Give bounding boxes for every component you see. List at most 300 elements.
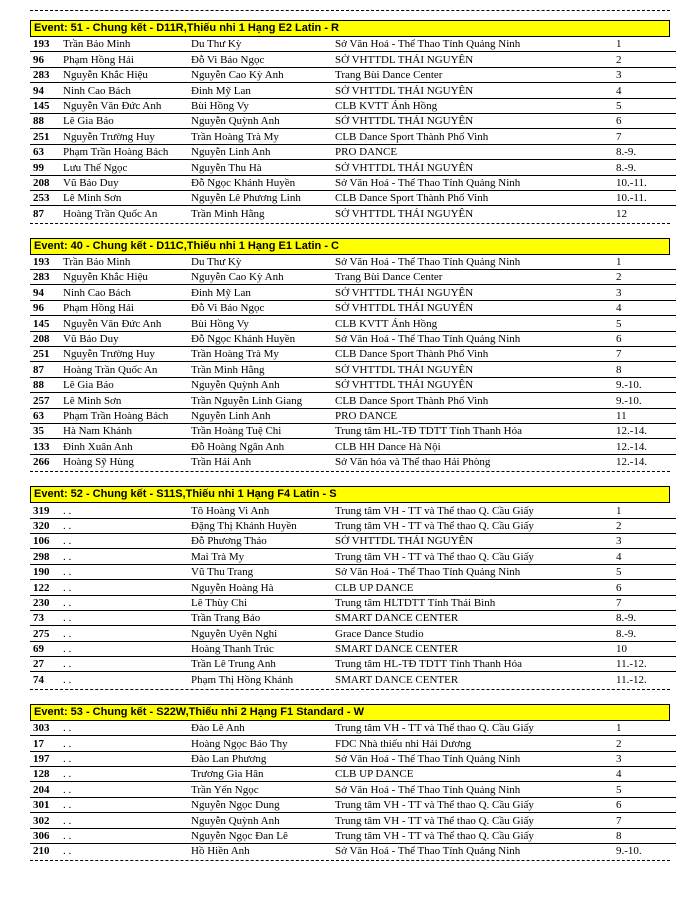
dashed-separator: [30, 860, 670, 861]
result-row: [30, 518, 676, 533]
male-dancer: . .: [61, 641, 189, 656]
placement: 2: [608, 518, 676, 533]
female-dancer: Trương Gia Hân: [189, 767, 333, 782]
result-row: [30, 595, 676, 610]
couple-number: 96: [30, 300, 61, 315]
club-name: CLB Dance Sport Thành Phố Vinh: [333, 347, 608, 362]
female-dancer: Đỗ Hoàng Ngân Anh: [189, 439, 333, 454]
couple-number: 266: [33, 456, 50, 469]
club-name: CLB Dance Sport Thành Phố Vinh: [333, 129, 608, 144]
club-name: CLB Dance Sport Thành Phố Vinh: [333, 393, 608, 408]
male-dancer: . .: [61, 595, 189, 610]
male-dancer: . .: [63, 845, 72, 858]
male-dancer: Hoàng Trần Quốc An: [63, 207, 158, 220]
couple-number: 94: [30, 83, 61, 98]
male-dancer: . .: [61, 580, 189, 595]
female-dancer: Phạm Thị Hồng Khánh: [191, 673, 294, 686]
male-dancer: Vũ Bảo Duy: [61, 175, 189, 190]
male-dancer: . .: [61, 533, 189, 548]
couple-number: 230: [30, 595, 61, 610]
result-row: [30, 797, 676, 812]
female-dancer: Trần Lê Trung Anh: [189, 657, 333, 672]
placement: 1: [608, 721, 676, 736]
placement: 3: [608, 533, 676, 548]
club-name: Sở Văn hóa và Thể thao Hải Phòng: [335, 456, 491, 469]
placement: 1: [608, 255, 676, 270]
club-name: Trung tâm VH - TT và Thể thao Q. Cầu Giấy: [333, 549, 608, 564]
female-dancer: Bùi Hồng Vy: [189, 98, 333, 113]
couple-number: 208: [30, 175, 61, 190]
result-row: [30, 206, 676, 221]
placement: 8.-9.: [608, 160, 676, 175]
female-dancer: Du Thư Kỳ: [189, 255, 333, 270]
female-dancer: Nguyễn Cao Kỳ Anh: [189, 270, 333, 285]
couple-number: 208: [30, 331, 61, 346]
couple-number: 204: [30, 782, 61, 797]
club-name: Sở Văn Hoá - Thể Thao Tỉnh Quảng Ninh: [333, 175, 608, 190]
placement: 6: [608, 113, 676, 128]
male-dancer: Phạm Hồng Hải: [61, 300, 189, 315]
male-dancer: . .: [61, 782, 189, 797]
club-name: CLB KVTT Ánh Hồng: [333, 98, 608, 113]
event-title: Event: 40 - Chung kết - D11C,Thiếu nhi 1 Hạng E1 Latin - C: [30, 238, 670, 255]
female-dancer: Trần Minh Hằng: [191, 207, 265, 220]
result-row: [30, 255, 676, 270]
couple-number: 251: [30, 347, 61, 362]
club-name: FDC Nhà thiếu nhi Hải Dương: [333, 736, 608, 751]
event-title: Event: 53 - Chung kết - S22W,Thiếu nhi 2 Hạng F1 Standard - W: [30, 704, 670, 721]
result-row: [30, 270, 676, 285]
placement: 11: [608, 408, 676, 423]
club-name: SMART DANCE CENTER: [333, 610, 608, 625]
placement: 12.-14.: [608, 439, 676, 454]
male-dancer: Vũ Bảo Duy: [61, 331, 189, 346]
event-block: [30, 486, 670, 690]
male-dancer: . .: [61, 767, 189, 782]
result-row: [30, 190, 676, 205]
male-dancer: Nguyễn Khắc Hiệu: [61, 67, 189, 82]
female-dancer: Nguyễn Linh Anh: [189, 144, 333, 159]
result-row: [30, 626, 676, 641]
placement: 5: [608, 98, 676, 113]
dashed-separator: [30, 10, 670, 11]
couple-number: 319: [30, 503, 61, 518]
male-dancer: . .: [61, 610, 189, 625]
placement: 3: [608, 751, 676, 766]
placement: 8.-9.: [608, 144, 676, 159]
results-table: [30, 503, 676, 687]
club-name: Trung tâm HL-TĐ TDTT Tỉnh Thanh Hóa: [333, 657, 608, 672]
event-block: [30, 238, 670, 472]
male-dancer: Hoàng Sỹ Hùng: [63, 456, 134, 469]
couple-number: 301: [30, 797, 61, 812]
placement: 8.-9.: [608, 626, 676, 641]
placement: 7: [608, 347, 676, 362]
club-name: Sở Văn Hoá - Thể Thao Tỉnh Quảng Ninh: [333, 331, 608, 346]
male-dancer: Lê Gia Bảo: [61, 113, 189, 128]
placement: 2: [608, 736, 676, 751]
couple-number: 145: [30, 98, 61, 113]
result-row: [30, 657, 676, 672]
couple-number: 27: [30, 657, 61, 672]
couple-number: 251: [30, 129, 61, 144]
couple-number: 122: [30, 580, 61, 595]
male-dancer: . .: [61, 813, 189, 828]
result-row: [30, 83, 676, 98]
female-dancer: Lê Thùy Chi: [189, 595, 333, 610]
placement: 9.-10.: [608, 377, 676, 392]
couple-number: 17: [30, 736, 61, 751]
placement: 2: [608, 52, 676, 67]
placement: 3: [608, 285, 676, 300]
couple-number: 320: [30, 518, 61, 533]
couple-number: 283: [30, 67, 61, 82]
club-name: Sở Văn Hoá - Thể Thao Tỉnh Quảng Ninh: [333, 782, 608, 797]
male-dancer: Lưu Thế Ngọc: [61, 160, 189, 175]
result-row: [30, 347, 676, 362]
couple-number: 253: [30, 190, 61, 205]
result-row: [30, 782, 676, 797]
couple-number: 69: [30, 641, 61, 656]
couple-number: 193: [30, 37, 61, 52]
female-dancer: Trần Nguyễn Linh Giang: [189, 393, 333, 408]
couple-number: 88: [30, 113, 61, 128]
result-row: [30, 285, 676, 300]
results-table: [30, 721, 676, 859]
event-title: Event: 51 - Chung kết - D11R,Thiếu nhi 1 Hạng E2 Latin - R: [30, 20, 670, 37]
club-name: Trung tâm HLTDTT Tỉnh Thái Bình: [333, 595, 608, 610]
result-row: [30, 672, 676, 687]
placement: 3: [608, 67, 676, 82]
female-dancer: Hoàng Ngọc Bảo Thy: [189, 736, 333, 751]
club-name: PRO DANCE: [333, 408, 608, 423]
placement: 7: [608, 129, 676, 144]
result-row: [30, 300, 676, 315]
result-row: [30, 828, 676, 843]
couple-number: 88: [30, 377, 61, 392]
club-name: SỞ VHTTDL THÁI NGUYÊN: [333, 300, 608, 315]
result-row: [30, 331, 676, 346]
male-dancer: Ninh Cao Bách: [61, 285, 189, 300]
result-row: [30, 503, 676, 518]
club-name: Trung tâm VH - TT và Thể thao Q. Cầu Giấy: [333, 518, 608, 533]
female-dancer: Đinh Mỹ Lan: [189, 83, 333, 98]
couple-number: 283: [30, 270, 61, 285]
club-name: SỞ VHTTDL THÁI NGUYÊN: [333, 362, 608, 377]
female-dancer: Nguyễn Quỳnh Anh: [189, 113, 333, 128]
placement: 4: [608, 549, 676, 564]
result-row: [30, 439, 676, 454]
male-dancer: Nguyễn Văn Đức Anh: [61, 98, 189, 113]
couple-number: 63: [30, 144, 61, 159]
result-row: [30, 751, 676, 766]
couple-number: 257: [30, 393, 61, 408]
couple-number: 298: [30, 549, 61, 564]
couple-number: 275: [30, 626, 61, 641]
dashed-separator: [30, 689, 670, 690]
results-table: [30, 37, 676, 221]
results-page: [30, 10, 670, 875]
couple-number: 303: [30, 721, 61, 736]
club-name: SMART DANCE CENTER: [333, 641, 608, 656]
female-dancer: Trần Trang Bảo: [189, 610, 333, 625]
male-dancer: . .: [61, 549, 189, 564]
club-name: SỞ VHTTDL THÁI NGUYÊN: [333, 160, 608, 175]
events-list: [30, 20, 670, 861]
club-name: SỞ VHTTDL THÁI NGUYÊN: [333, 377, 608, 392]
placement: 11.-12.: [616, 673, 647, 686]
result-row: [30, 52, 676, 67]
result-row: [30, 843, 676, 858]
male-dancer: Lê Minh Sơn: [61, 393, 189, 408]
placement: 8.-9.: [608, 610, 676, 625]
club-name: SỞ VHTTDL THÁI NGUYÊN: [335, 207, 474, 220]
placement: 6: [608, 331, 676, 346]
couple-number: 99: [30, 160, 61, 175]
female-dancer: Nguyễn Cao Kỳ Anh: [189, 67, 333, 82]
male-dancer: . .: [61, 751, 189, 766]
placement: 4: [608, 300, 676, 315]
female-dancer: Đỗ Ngọc Khánh Huyền: [189, 175, 333, 190]
male-dancer: . .: [61, 828, 189, 843]
club-name: Trung tâm VH - TT và Thể thao Q. Cầu Giấy: [333, 721, 608, 736]
result-row: [30, 454, 676, 469]
placement: 10.-11.: [608, 175, 676, 190]
male-dancer: . .: [63, 673, 72, 686]
male-dancer: . .: [61, 503, 189, 518]
female-dancer: Đinh Mỹ Lan: [189, 285, 333, 300]
dashed-separator: [30, 223, 670, 224]
club-name: Trung tâm HL-TĐ TDTT Tỉnh Thanh Hóa: [333, 423, 608, 438]
couple-number: 87: [33, 207, 44, 220]
result-row: [30, 393, 676, 408]
club-name: Trung tâm VH - TT và Thể thao Q. Cầu Giấy: [333, 828, 608, 843]
result-row: [30, 377, 676, 392]
female-dancer: Du Thư Kỳ: [189, 37, 333, 52]
couple-number: 74: [33, 673, 44, 686]
event-block: [30, 704, 670, 862]
female-dancer: Hồ Hiền Anh: [191, 845, 250, 858]
couple-number: 306: [30, 828, 61, 843]
placement: 8: [608, 362, 676, 377]
result-row: [30, 160, 676, 175]
result-row: [30, 736, 676, 751]
male-dancer: . .: [61, 721, 189, 736]
male-dancer: Trần Bảo Minh: [61, 37, 189, 52]
couple-number: 133: [30, 439, 61, 454]
female-dancer: Mai Trà My: [189, 549, 333, 564]
male-dancer: Nguyễn Trường Huy: [61, 129, 189, 144]
result-row: [30, 721, 676, 736]
female-dancer: Vũ Thu Trang: [189, 564, 333, 579]
couple-number: 106: [30, 533, 61, 548]
club-name: SỞ VHTTDL THÁI NGUYÊN: [333, 52, 608, 67]
female-dancer: Trần Minh Hằng: [189, 362, 333, 377]
result-row: [30, 423, 676, 438]
placement: 4: [608, 767, 676, 782]
placement: 12.-14.: [608, 423, 676, 438]
couple-number: 35: [30, 423, 61, 438]
couple-number: 210: [33, 845, 50, 858]
placement: 7: [608, 813, 676, 828]
placement: 1: [608, 37, 676, 52]
female-dancer: Nguyễn Quỳnh Anh: [189, 813, 333, 828]
result-row: [30, 610, 676, 625]
female-dancer: Nguyễn Quỳnh Anh: [189, 377, 333, 392]
club-name: CLB KVTT Ánh Hồng: [333, 316, 608, 331]
male-dancer: . .: [61, 518, 189, 533]
male-dancer: Nguyễn Trường Huy: [61, 347, 189, 362]
placement: 9.-10.: [616, 845, 642, 858]
club-name: Sở Văn Hoá - Thể Thao Tỉnh Quảng Ninh: [333, 255, 608, 270]
result-row: [30, 767, 676, 782]
club-name: Sở Văn Hoá - Thể Thao Tỉnh Quảng Ninh: [333, 37, 608, 52]
male-dancer: Trần Bảo Minh: [61, 255, 189, 270]
club-name: CLB Dance Sport Thành Phố Vinh: [333, 190, 608, 205]
couple-number: 96: [30, 52, 61, 67]
male-dancer: Nguyễn Văn Đức Anh: [61, 316, 189, 331]
club-name: Trung tâm VH - TT và Thể thao Q. Cầu Giấy: [333, 797, 608, 812]
result-row: [30, 362, 676, 377]
female-dancer: Trần Hoàng Trà My: [189, 129, 333, 144]
result-row: [30, 67, 676, 82]
female-dancer: Đỗ Vi Bảo Ngọc: [189, 300, 333, 315]
result-row: [30, 98, 676, 113]
female-dancer: Nguyễn Ngọc Đan Lê: [189, 828, 333, 843]
result-row: [30, 580, 676, 595]
couple-number: 94: [30, 285, 61, 300]
couple-number: 128: [30, 767, 61, 782]
female-dancer: Nguyễn Ngọc Dung: [189, 797, 333, 812]
female-dancer: Nguyễn Uyên Nghi: [189, 626, 333, 641]
club-name: Trung tâm VH - TT và Thể thao Q. Cầu Giấy: [333, 813, 608, 828]
club-name: Sở Văn Hoá - Thể Thao Tỉnh Quảng Ninh: [333, 751, 608, 766]
result-row: [30, 144, 676, 159]
club-name: Trung tâm VH - TT và Thể thao Q. Cầu Giấy: [333, 503, 608, 518]
result-row: [30, 564, 676, 579]
male-dancer: Hoàng Trần Quốc An: [61, 362, 189, 377]
placement: 5: [608, 782, 676, 797]
club-name: Trang Bùi Dance Center: [333, 67, 608, 82]
club-name: SỞ VHTTDL THÁI NGUYÊN: [333, 113, 608, 128]
club-name: PRO DANCE: [333, 144, 608, 159]
result-row: [30, 641, 676, 656]
club-name: SMART DANCE CENTER: [335, 673, 459, 686]
female-dancer: Trần Hoàng Tuệ Chi: [189, 423, 333, 438]
couple-number: 197: [30, 751, 61, 766]
result-row: [30, 129, 676, 144]
female-dancer: Trần Hoàng Trà My: [189, 347, 333, 362]
male-dancer: Lê Gia Bảo: [61, 377, 189, 392]
event-block: [30, 20, 670, 224]
couple-number: 302: [30, 813, 61, 828]
placement: 8: [608, 828, 676, 843]
male-dancer: Hà Nam Khánh: [61, 423, 189, 438]
result-row: [30, 316, 676, 331]
female-dancer: Nguyễn Lê Phương Linh: [189, 190, 333, 205]
couple-number: 193: [30, 255, 61, 270]
dashed-separator: [30, 471, 670, 472]
placement: 4: [608, 83, 676, 98]
female-dancer: Nguyễn Hoàng Hà: [189, 580, 333, 595]
female-dancer: Tô Hoàng Vi Anh: [189, 503, 333, 518]
female-dancer: Đỗ Phương Thảo: [189, 533, 333, 548]
result-row: [30, 408, 676, 423]
club-name: SỞ VHTTDL THÁI NGUYÊN: [333, 83, 608, 98]
club-name: CLB UP DANCE: [333, 767, 608, 782]
male-dancer: Phạm Trần Hoàng Bách: [61, 408, 189, 423]
placement: 6: [608, 580, 676, 595]
female-dancer: Đào Lê Anh: [189, 721, 333, 736]
male-dancer: Đinh Xuân Anh: [61, 439, 189, 454]
placement: 5: [608, 316, 676, 331]
couple-number: 145: [30, 316, 61, 331]
male-dancer: Phạm Trần Hoàng Bách: [61, 144, 189, 159]
result-row: [30, 533, 676, 548]
result-row: [30, 813, 676, 828]
female-dancer: Đào Lan Phương: [189, 751, 333, 766]
club-name: SỞ VHTTDL THÁI NGUYÊN: [333, 285, 608, 300]
couple-number: 73: [30, 610, 61, 625]
female-dancer: Đặng Thị Khánh Huyền: [189, 518, 333, 533]
result-row: [30, 37, 676, 52]
club-name: CLB HH Dance Hà Nội: [333, 439, 608, 454]
couple-number: 63: [30, 408, 61, 423]
placement: 12.-14.: [616, 456, 648, 469]
event-title: Event: 52 - Chung kết - S11S,Thiếu nhi 1 Hạng F4 Latin - S: [30, 486, 670, 503]
male-dancer: Ninh Cao Bách: [61, 83, 189, 98]
placement: 7: [608, 595, 676, 610]
male-dancer: . .: [61, 797, 189, 812]
club-name: SỞ VHTTDL THÁI NGUYÊN: [333, 533, 608, 548]
results-table: [30, 255, 676, 469]
placement: 12: [616, 207, 627, 220]
female-dancer: Trần Yến Ngọc: [189, 782, 333, 797]
male-dancer: Nguyễn Khắc Hiệu: [61, 270, 189, 285]
male-dancer: . .: [61, 564, 189, 579]
female-dancer: Đỗ Vi Bảo Ngọc: [189, 52, 333, 67]
result-row: [30, 175, 676, 190]
placement: 6: [608, 797, 676, 812]
female-dancer: Đỗ Ngọc Khánh Huyền: [189, 331, 333, 346]
placement: 1: [608, 503, 676, 518]
female-dancer: Nguyễn Linh Anh: [189, 408, 333, 423]
couple-number: 190: [30, 564, 61, 579]
placement: 2: [608, 270, 676, 285]
female-dancer: Nguyễn Thu Hà: [189, 160, 333, 175]
result-row: [30, 113, 676, 128]
male-dancer: Phạm Hồng Hải: [61, 52, 189, 67]
club-name: Trang Bùi Dance Center: [333, 270, 608, 285]
male-dancer: . .: [61, 736, 189, 751]
placement: 5: [608, 564, 676, 579]
club-name: Sở Văn Hoá - Thể Thao Tỉnh Quảng Ninh: [333, 564, 608, 579]
club-name: Grace Dance Studio: [333, 626, 608, 641]
placement: 11.-12.: [608, 657, 676, 672]
placement: 10: [608, 641, 676, 656]
placement: 9.-10.: [608, 393, 676, 408]
female-dancer: Bùi Hồng Vy: [189, 316, 333, 331]
male-dancer: . .: [61, 626, 189, 641]
result-row: [30, 549, 676, 564]
placement: 10.-11.: [608, 190, 676, 205]
female-dancer: Hoàng Thanh Trúc: [189, 641, 333, 656]
club-name: Sở Văn Hoá - Thể Thao Tỉnh Quảng Ninh: [335, 845, 521, 858]
club-name: CLB UP DANCE: [333, 580, 608, 595]
male-dancer: Lê Minh Sơn: [61, 190, 189, 205]
male-dancer: . .: [61, 657, 189, 672]
couple-number: 87: [30, 362, 61, 377]
